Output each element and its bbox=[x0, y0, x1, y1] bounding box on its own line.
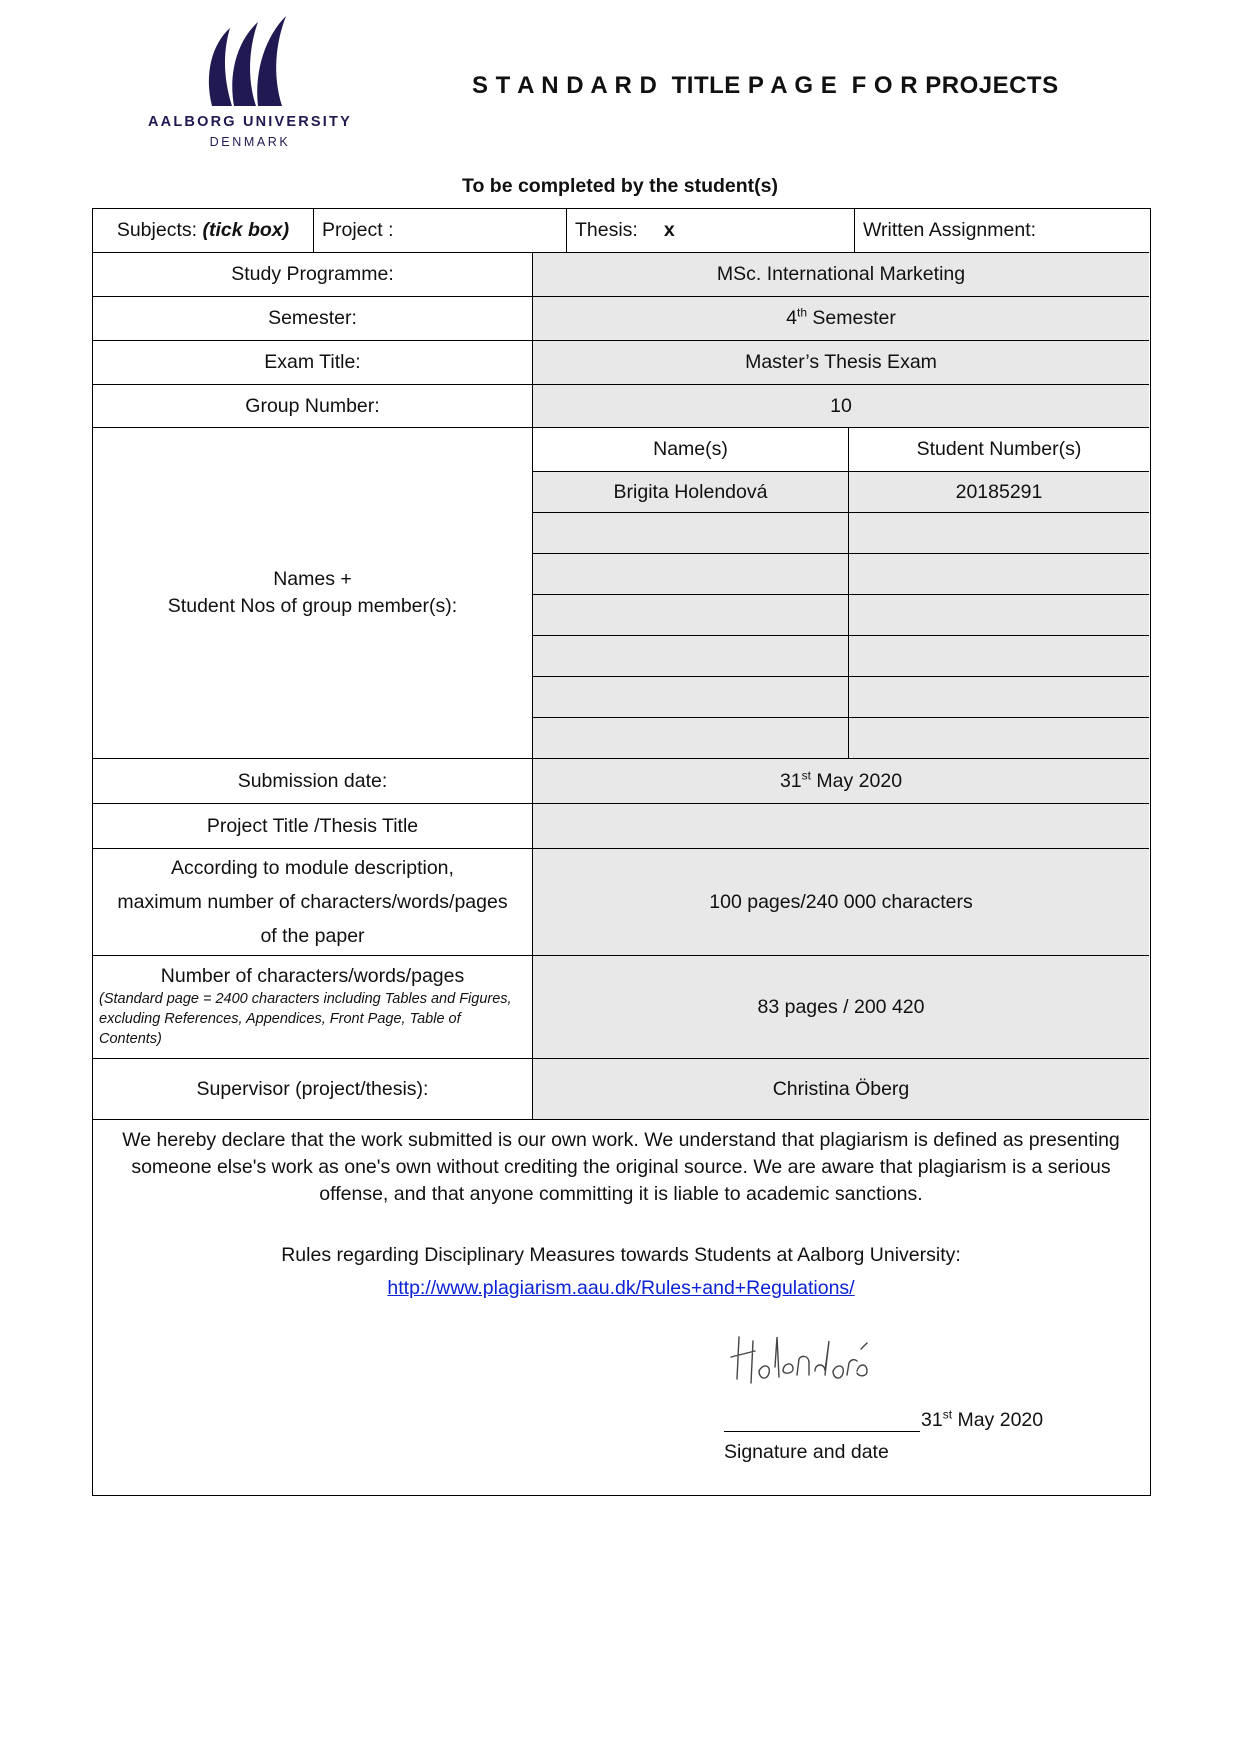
max-length-label-line1: According to module description, bbox=[171, 856, 454, 879]
signature-label: Signature and date bbox=[724, 1441, 889, 1463]
page-title: S T A N D A R D TITLE P A G E F O R PROJECTS bbox=[472, 72, 1059, 99]
supervisor-label: Supervisor (project/thesis): bbox=[93, 1059, 533, 1120]
study-programme-label: Study Programme: bbox=[93, 253, 533, 297]
thesis-tick-mark: x bbox=[663, 219, 675, 242]
signature-month-year: May 2020 bbox=[952, 1409, 1044, 1431]
member-student-number[interactable] bbox=[849, 718, 1149, 759]
logo-country: DENMARK bbox=[209, 135, 291, 149]
rules-label: Rules regarding Disciplinary Measures towards Students at Aalborg University: bbox=[281, 1244, 961, 1266]
project-label: Project : bbox=[322, 219, 394, 242]
group-number-value[interactable]: 10 bbox=[533, 385, 1149, 428]
declaration-text: We hereby declare that the work submitted is our own work. We understand that plagiarism is defined as presenting someone else's work as one's own without crediting the original source. We are aware that plagiarism is a serious offense, and that anyone committing it is liable to academic sanctions. bbox=[122, 1129, 1120, 1205]
written-assignment-checkbox-cell[interactable] bbox=[855, 209, 1149, 253]
study-programme-value[interactable]: MSc. International Marketing bbox=[533, 253, 1149, 297]
signature-day-ordinal: st bbox=[942, 1407, 953, 1422]
project-checkbox-cell[interactable] bbox=[314, 209, 567, 253]
aalborg-university-logo bbox=[140, 14, 360, 154]
semester-value[interactable] bbox=[533, 297, 1149, 341]
semester-ordinal: th bbox=[796, 305, 807, 320]
max-length-label bbox=[93, 849, 533, 956]
actual-length-label bbox=[93, 956, 533, 1059]
subjects-label-emphasis: (tick box) bbox=[202, 219, 290, 242]
semester-number: 4 bbox=[786, 307, 797, 330]
submission-date-value[interactable] bbox=[533, 759, 1149, 804]
names-column-header: Name(s) bbox=[533, 428, 849, 472]
submission-day-ordinal: st bbox=[801, 768, 811, 783]
subjects-label bbox=[93, 209, 314, 253]
exam-title-value[interactable]: Master’s Thesis Exam bbox=[533, 341, 1149, 385]
semester-label: Semester: bbox=[93, 297, 533, 341]
submission-month-year: May 2020 bbox=[810, 769, 903, 792]
student-numbers-column-header: Student Number(s) bbox=[849, 428, 1149, 472]
rules-section bbox=[93, 1239, 1149, 1305]
thesis-checkbox-cell[interactable] bbox=[567, 209, 855, 253]
member-name[interactable] bbox=[533, 677, 849, 718]
signature-field[interactable] bbox=[724, 1413, 920, 1432]
semester-word: Semester bbox=[807, 307, 896, 330]
rules-link[interactable]: http://www.plagiarism.aau.dk/Rules+and+Regulations/ bbox=[387, 1277, 855, 1299]
actual-length-value[interactable]: 83 pages / 200 420 bbox=[533, 956, 1149, 1059]
standard-page-note: (Standard page = 2400 characters including Tables and Figures, excluding References, Appendices, Front Page, Table of Contents) bbox=[99, 991, 512, 1047]
actual-length-label-text: Number of characters/words/pages bbox=[160, 965, 465, 987]
members-label-line2: Student Nos of group member(s): bbox=[167, 595, 458, 617]
subjects-label-text: Subjects: bbox=[116, 219, 203, 242]
member-name[interactable] bbox=[533, 554, 849, 595]
thesis-label: Thesis: bbox=[575, 219, 638, 242]
member-name[interactable]: Brigita Holendová bbox=[533, 472, 849, 513]
form-subtitle: To be completed by the student(s) bbox=[462, 175, 778, 197]
supervisor-value[interactable]: Christina Öberg bbox=[533, 1059, 1149, 1120]
member-student-number[interactable] bbox=[849, 513, 1149, 554]
max-length-label-line3: of the paper bbox=[260, 925, 365, 948]
project-title-value[interactable] bbox=[533, 804, 1149, 849]
written-assignment-label: Written Assignment: bbox=[863, 219, 1037, 242]
logo-university-name: AALBORG UNIVERSITY bbox=[148, 114, 352, 130]
member-name[interactable] bbox=[533, 718, 849, 759]
member-name[interactable] bbox=[533, 636, 849, 677]
member-student-number[interactable] bbox=[849, 677, 1149, 718]
members-label bbox=[93, 428, 533, 759]
handwritten-signature bbox=[725, 1327, 875, 1397]
members-label-line1: Names + bbox=[273, 567, 352, 590]
max-length-label-line2: maximum number of characters/words/pages bbox=[117, 890, 508, 913]
member-student-number[interactable] bbox=[849, 595, 1149, 636]
exam-title-label: Exam Title: bbox=[93, 341, 533, 385]
member-student-number[interactable] bbox=[849, 636, 1149, 677]
signature-day: 31 bbox=[921, 1409, 943, 1431]
member-student-number[interactable]: 20185291 bbox=[849, 472, 1149, 513]
plagiarism-declaration bbox=[93, 1127, 1149, 1208]
project-title-label: Project Title /Thesis Title bbox=[93, 804, 533, 849]
signature-date-line bbox=[724, 1409, 1043, 1432]
title-page-form bbox=[92, 208, 1151, 1496]
submission-date-label: Submission date: bbox=[93, 759, 533, 804]
member-name[interactable] bbox=[533, 513, 849, 554]
group-number-label: Group Number: bbox=[93, 385, 533, 428]
max-length-value[interactable]: 100 pages/240 000 characters bbox=[533, 849, 1149, 956]
university-waves-icon bbox=[202, 14, 298, 110]
submission-day: 31 bbox=[779, 769, 802, 792]
member-name[interactable] bbox=[533, 595, 849, 636]
member-student-number[interactable] bbox=[849, 554, 1149, 595]
